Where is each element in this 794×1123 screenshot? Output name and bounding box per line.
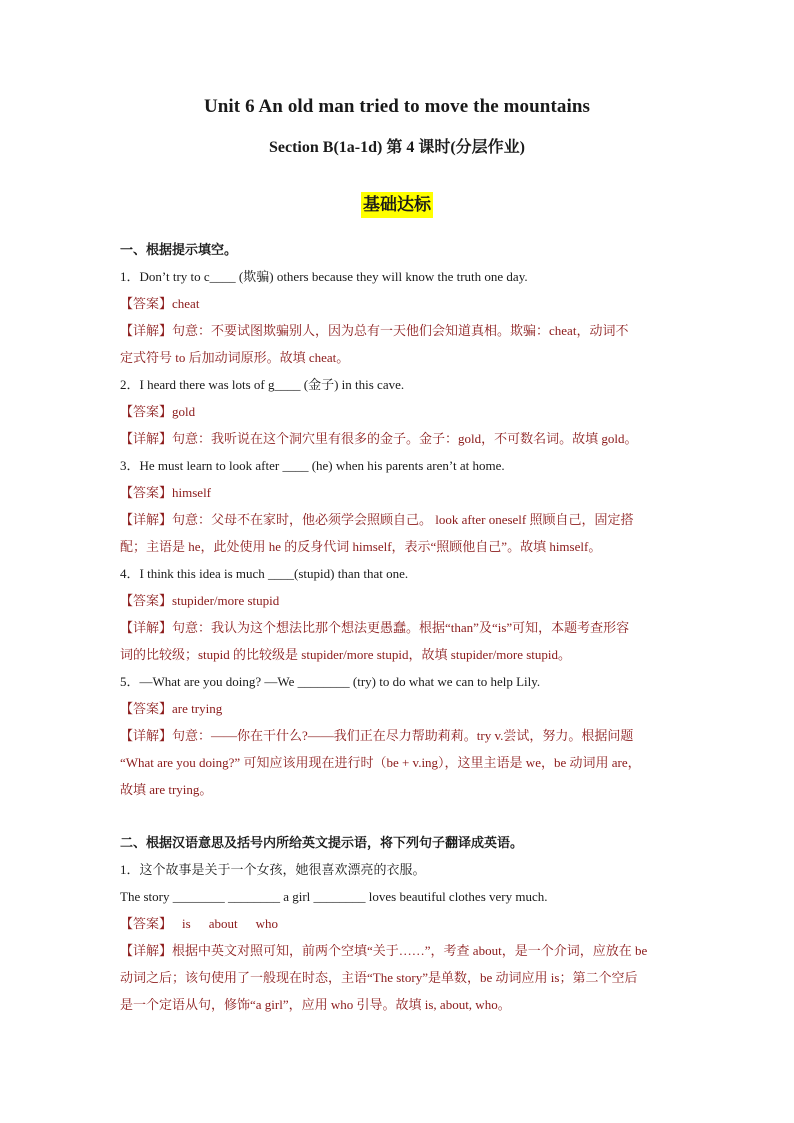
question-3: 3．He must learn to look after ____ (he) when his parents aren’t at home. — [120, 458, 505, 473]
translation-question-1: The story ________ ________ a girl ________ loves beautiful clothes very much. — [120, 889, 548, 904]
answer-value: is — [182, 916, 191, 931]
answer-value: gold — [172, 404, 196, 419]
translation-answer-1 — [120, 910, 680, 937]
answer-value: cheat — [172, 296, 200, 311]
answer-tag: 【答案】 — [120, 593, 173, 608]
answer-value: who — [255, 916, 278, 931]
translation-detail-1 — [120, 937, 680, 1018]
answer-3 — [120, 479, 680, 506]
answer-tag: 【答案】 — [120, 701, 173, 716]
detail-line: 根据中英文对照可知，前两个空填“关于……”，考查 about，是一个介词，应放在 be — [172, 943, 648, 958]
section1-heading: 一、根据提示填空。 — [120, 242, 238, 257]
question-4: 4．I think this idea is much ____(stupid) than that one. — [120, 566, 409, 581]
section2-heading: 二、根据汉语意思及括号内所给英文提示语，将下列句子翻译成英语。 — [120, 835, 524, 850]
detail-line: 是一个定语从句，修饰“a girl”，应用 who 引导。故填 is, about, who。 — [120, 997, 511, 1012]
section-spacer — [120, 803, 680, 829]
detail-2 — [120, 425, 680, 452]
detail-tag: 【详解】 — [120, 728, 173, 743]
detail-tag: 【详解】 — [120, 943, 173, 958]
detail-line: 定式符号 to 后加动词原形。故填 cheat。 — [120, 350, 350, 365]
detail-3 — [120, 506, 680, 560]
detail-5 — [120, 722, 680, 803]
answer-5 — [120, 695, 680, 722]
question-1: 1．Don’t try to c____ (欺骗) others because they will know the truth one day. — [120, 269, 528, 284]
answer-1 — [120, 290, 680, 317]
answer-tag: 【答案】 — [120, 485, 173, 500]
section-subtitle: Section B(1a-1d) 第 4 课时(分层作业) — [269, 139, 525, 156]
detail-line: 动词之后；该句使用了一般现在时态，主语“The story”是单数，be 动词应用 is；第二个空后 — [120, 970, 638, 985]
detail-line: 句意：——你在干什么?——我们正在尽力帮助莉莉。try v.尝试，努力。根据问题 — [172, 728, 634, 743]
answer-tag: 【答案】 — [120, 296, 173, 311]
content-body — [120, 236, 680, 1018]
detail-4 — [120, 614, 680, 668]
detail-line: 故填 are trying。 — [120, 782, 213, 797]
question-5: 5．—What are you doing? —We ________ (try) to do what we can to help Lily. — [120, 674, 541, 689]
unit-title: Unit 6 An old man tried to move the mountains — [203, 96, 591, 117]
answer-value: stupider/more stupid — [172, 593, 280, 608]
detail-line: 配；主语是 he，此处使用 he 的反身代词 himself，表示“照顾他自己”。故填 himself。 — [120, 539, 602, 554]
answer-value: himself — [172, 485, 212, 500]
detail-tag: 【详解】 — [120, 431, 173, 446]
detail-tag: 【详解】 — [120, 323, 173, 338]
answer-2 — [120, 398, 680, 425]
question-2: 2．I heard there was lots of g____ (金子) in this cave. — [120, 377, 405, 392]
detail-line: 句意：我听说在这个洞穴里有很多的金子。金子：gold，不可数名词。故填 gold。 — [172, 431, 638, 446]
answer-value: about — [208, 916, 238, 931]
level-badge: 基础达标 — [361, 192, 433, 218]
answer-value: are trying — [172, 701, 223, 716]
detail-tag: 【详解】 — [120, 512, 173, 527]
detail-line: 句意：不要试图欺骗别人，因为总有一天他们会知道真相。欺骗：cheat，动词不 — [172, 323, 629, 338]
detail-line: “What are you doing?” 可知应该用现在进行时（be + v.ing），这里主语是 we，be 动词用 are， — [120, 755, 641, 770]
detail-line: 句意：父母不在家时，他必须学会照顾自己。 look after oneself 照顾自己，固定搭 — [172, 512, 634, 527]
translation-prompt-1: 1．这个故事是关于一个女孩，她很喜欢漂亮的衣服。 — [120, 862, 426, 877]
detail-line: 句意：我认为这个想法比那个想法更愚蠢。根据“than”及“is”可知，本题考查形容 — [172, 620, 630, 635]
detail-line: 词的比较级；stupid 的比较级是 stupider/more stupid，故填 stupider/more stupid。 — [120, 647, 572, 662]
detail-1 — [120, 317, 680, 371]
level-badge-wrap — [0, 192, 794, 218]
answer-tag: 【答案】 — [120, 404, 173, 419]
answer-tag: 【答案】 — [120, 916, 173, 931]
answer-4 — [120, 587, 680, 614]
detail-tag: 【详解】 — [120, 620, 173, 635]
